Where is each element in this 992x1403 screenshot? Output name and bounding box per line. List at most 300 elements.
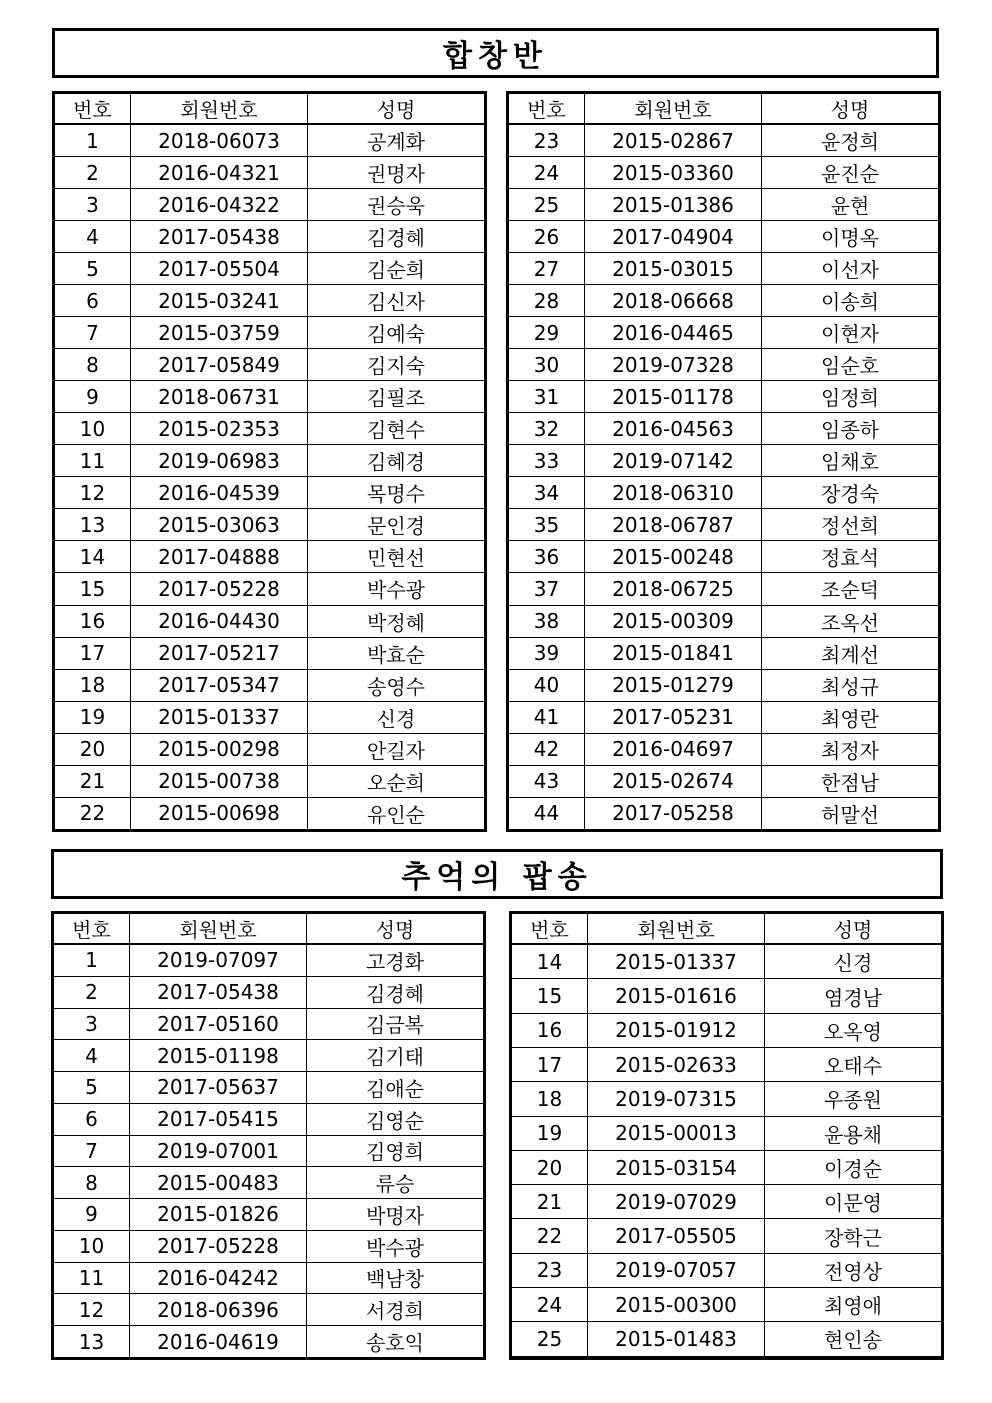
table-row xyxy=(511,1082,943,1116)
cell-member-id: 2015-02867 xyxy=(585,124,762,157)
table-row xyxy=(511,1185,943,1219)
cell-member-id: 2017-05637 xyxy=(130,1072,307,1104)
table-row xyxy=(511,979,943,1013)
table-row xyxy=(53,1230,485,1262)
table-row xyxy=(54,413,486,445)
cell-member-id: 2016-04321 xyxy=(131,157,308,189)
cell-name: 이선자 xyxy=(762,253,940,285)
cell-number: 37 xyxy=(508,573,585,605)
table-row xyxy=(508,221,940,253)
cell-name: 김현수 xyxy=(308,413,486,445)
table-row xyxy=(508,253,940,285)
cell-member-id: 2015-03015 xyxy=(585,253,762,285)
table-row xyxy=(54,669,486,701)
cell-member-id: 2015-03154 xyxy=(588,1150,765,1184)
cell-member-id: 2018-06073 xyxy=(131,124,308,157)
cell-name: 김순희 xyxy=(308,253,486,285)
cell-name: 박수광 xyxy=(307,1230,485,1262)
cell-number: 21 xyxy=(511,1185,588,1219)
cell-name: 임순호 xyxy=(762,349,940,381)
cell-name: 김영희 xyxy=(307,1135,485,1167)
cell-member-id: 2017-05228 xyxy=(130,1230,307,1262)
cell-member-id: 2015-01483 xyxy=(588,1322,765,1356)
cell-member-id: 2016-04322 xyxy=(131,189,308,221)
table-row xyxy=(508,157,940,189)
table-row xyxy=(508,701,940,733)
cell-number: 15 xyxy=(511,979,588,1013)
cell-name: 정효석 xyxy=(762,541,940,573)
cell-name: 조순덕 xyxy=(762,573,940,605)
cell-member-id: 2016-04465 xyxy=(585,317,762,349)
table-header-row xyxy=(53,913,485,945)
header-member-id: 회원번호 xyxy=(585,93,762,125)
table-row xyxy=(511,1288,943,1322)
cell-number: 13 xyxy=(53,1326,130,1359)
cell-name: 박명자 xyxy=(307,1199,485,1231)
cell-member-id: 2015-00483 xyxy=(130,1167,307,1199)
cell-member-id: 2019-07097 xyxy=(130,944,307,976)
cell-name: 임종하 xyxy=(762,413,940,445)
cell-member-id: 2017-05347 xyxy=(131,669,308,701)
cell-member-id xyxy=(588,1356,765,1358)
cell-member-id: 2017-05505 xyxy=(588,1219,765,1253)
cell-member-id: 2015-03241 xyxy=(131,285,308,317)
table-row xyxy=(508,509,940,541)
cell-member-id: 2017-05438 xyxy=(130,976,307,1008)
table-row xyxy=(511,1219,943,1253)
cell-name: 이문영 xyxy=(765,1185,943,1219)
cell-number: 42 xyxy=(508,733,585,765)
cell-member-id: 2015-01616 xyxy=(588,979,765,1013)
cell-member-id: 2015-00300 xyxy=(588,1288,765,1322)
cell-name: 최영란 xyxy=(762,701,940,733)
table-row xyxy=(53,1135,485,1167)
cell-member-id: 2015-01198 xyxy=(130,1040,307,1072)
cell-number: 2 xyxy=(53,976,130,1008)
cell-name: 서경희 xyxy=(307,1294,485,1326)
cell-member-id: 2015-02674 xyxy=(585,765,762,797)
cell-name: 이명옥 xyxy=(762,221,940,253)
cell-number: 18 xyxy=(54,669,131,701)
cell-number: 21 xyxy=(54,765,131,797)
cell-name: 목명수 xyxy=(308,477,486,509)
cell-number: 25 xyxy=(508,189,585,221)
cell-name xyxy=(765,1356,943,1358)
cell-member-id: 2015-03063 xyxy=(131,509,308,541)
cell-member-id: 2019-07315 xyxy=(588,1082,765,1116)
table-row xyxy=(54,605,486,637)
table-row xyxy=(508,445,940,477)
table-row xyxy=(508,477,940,509)
table-row xyxy=(508,765,940,797)
cell-member-id: 2019-07328 xyxy=(585,349,762,381)
cell-name: 전영상 xyxy=(765,1253,943,1287)
table-row xyxy=(511,1116,943,1150)
cell-number: 16 xyxy=(54,605,131,637)
cell-name: 김기태 xyxy=(307,1040,485,1072)
table-row xyxy=(53,1008,485,1040)
cell-name: 현인송 xyxy=(765,1322,943,1356)
cell-member-id: 2017-05231 xyxy=(585,701,762,733)
cell-number: 23 xyxy=(511,1253,588,1287)
table-row xyxy=(54,733,486,765)
table-row xyxy=(54,541,486,573)
cell-member-id: 2016-04430 xyxy=(131,605,308,637)
table-row xyxy=(54,189,486,221)
cell-name: 김금복 xyxy=(307,1008,485,1040)
cell-number: 15 xyxy=(54,573,131,605)
cell-name: 장경숙 xyxy=(762,477,940,509)
table-row xyxy=(53,1167,485,1199)
table-row xyxy=(54,797,486,830)
cell-member-id: 2017-05438 xyxy=(131,221,308,253)
popsong-roster-left-table xyxy=(51,911,486,1360)
cell-name: 최정자 xyxy=(762,733,940,765)
cell-member-id: 2017-04888 xyxy=(131,541,308,573)
table-row xyxy=(511,1013,943,1047)
table-row xyxy=(508,189,940,221)
cell-member-id: 2016-04619 xyxy=(130,1326,307,1359)
cell-number: 43 xyxy=(508,765,585,797)
cell-member-id: 2015-03360 xyxy=(585,157,762,189)
header-name: 성명 xyxy=(765,913,943,945)
table-row xyxy=(508,637,940,669)
cell-number: 31 xyxy=(508,381,585,413)
cell-member-id: 2017-05217 xyxy=(131,637,308,669)
cell-number: 24 xyxy=(508,157,585,189)
table-row xyxy=(53,1103,485,1135)
cell-number: 8 xyxy=(54,349,131,381)
cell-member-id: 2015-01178 xyxy=(585,381,762,413)
cell-number: 39 xyxy=(508,637,585,669)
cell-name: 김지숙 xyxy=(308,349,486,381)
cell-number: 28 xyxy=(508,285,585,317)
table-row xyxy=(511,944,943,979)
table-row xyxy=(508,605,940,637)
cell-number: 7 xyxy=(54,317,131,349)
cell-member-id: 2015-01337 xyxy=(588,944,765,979)
cell-member-id: 2017-05228 xyxy=(131,573,308,605)
cell-number: 36 xyxy=(508,541,585,573)
table-row xyxy=(511,1322,943,1356)
header-member-id: 회원번호 xyxy=(130,913,307,945)
cell-name: 신경 xyxy=(308,701,486,733)
header-number: 번호 xyxy=(508,93,585,125)
cell-name: 김혜경 xyxy=(308,445,486,477)
cell-name: 최성규 xyxy=(762,669,940,701)
cell-member-id: 2015-00013 xyxy=(588,1116,765,1150)
table-row xyxy=(54,317,486,349)
cell-number: 27 xyxy=(508,253,585,285)
table-row xyxy=(54,509,486,541)
table-row xyxy=(53,1262,485,1294)
cell-number: 34 xyxy=(508,477,585,509)
cell-number: 33 xyxy=(508,445,585,477)
cell-number: 20 xyxy=(511,1150,588,1184)
table-row xyxy=(53,1199,485,1231)
cell-member-id: 2019-06983 xyxy=(131,445,308,477)
cell-number: 6 xyxy=(53,1103,130,1135)
cell-number: 18 xyxy=(511,1082,588,1116)
cell-number: 19 xyxy=(511,1116,588,1150)
cell-name: 김영순 xyxy=(307,1103,485,1135)
cell-number: 9 xyxy=(54,381,131,413)
cell-name: 김예숙 xyxy=(308,317,486,349)
cell-number: 38 xyxy=(508,605,585,637)
table-row xyxy=(511,1253,943,1287)
cell-name: 권명자 xyxy=(308,157,486,189)
cell-number: 32 xyxy=(508,413,585,445)
cell-name: 오태수 xyxy=(765,1047,943,1081)
cell-number: 14 xyxy=(54,541,131,573)
table-row xyxy=(508,541,940,573)
header-number: 번호 xyxy=(54,93,131,125)
table-row xyxy=(54,381,486,413)
cell-member-id: 2019-07029 xyxy=(588,1185,765,1219)
cell-number: 11 xyxy=(54,445,131,477)
table-header-row xyxy=(508,93,940,125)
cell-member-id: 2019-07057 xyxy=(588,1253,765,1287)
cell-name: 오옥영 xyxy=(765,1013,943,1047)
cell-name: 류승 xyxy=(307,1167,485,1199)
cell-name: 이송희 xyxy=(762,285,940,317)
cell-name: 윤정희 xyxy=(762,124,940,157)
cell-number: 17 xyxy=(54,637,131,669)
table-row xyxy=(511,1150,943,1184)
table-row xyxy=(54,285,486,317)
table-row xyxy=(508,317,940,349)
section-title-popsong: 추억의 팝송 xyxy=(51,849,943,899)
cell-number: 40 xyxy=(508,669,585,701)
table-row xyxy=(54,477,486,509)
table-row xyxy=(54,349,486,381)
cell-name: 민현선 xyxy=(308,541,486,573)
cell-name: 이현자 xyxy=(762,317,940,349)
cell-member-id: 2015-00309 xyxy=(585,605,762,637)
cell-member-id: 2015-00248 xyxy=(585,541,762,573)
cell-number: 6 xyxy=(54,285,131,317)
cell-member-id: 2019-07142 xyxy=(585,445,762,477)
cell-number: 3 xyxy=(53,1008,130,1040)
table-row xyxy=(54,445,486,477)
cell-name: 장학근 xyxy=(765,1219,943,1253)
cell-member-id: 2018-06787 xyxy=(585,509,762,541)
cell-member-id: 2015-02353 xyxy=(131,413,308,445)
header-number: 번호 xyxy=(511,913,588,945)
table-row xyxy=(508,381,940,413)
cell-name: 윤현 xyxy=(762,189,940,221)
cell-name: 문인경 xyxy=(308,509,486,541)
cell-name: 안길자 xyxy=(308,733,486,765)
cell-number: 35 xyxy=(508,509,585,541)
cell-number: 17 xyxy=(511,1047,588,1081)
choir-roster-left-table xyxy=(52,91,487,832)
table-row xyxy=(54,221,486,253)
cell-number: 1 xyxy=(54,124,131,157)
cell-member-id: 2016-04539 xyxy=(131,477,308,509)
cell-member-id: 2015-01841 xyxy=(585,637,762,669)
popsong-roster-right-table xyxy=(509,911,944,1360)
cell-member-id: 2017-05415 xyxy=(130,1103,307,1135)
cell-name: 박정혜 xyxy=(308,605,486,637)
cell-name: 조옥선 xyxy=(762,605,940,637)
table-row xyxy=(511,1356,943,1358)
cell-name: 유인순 xyxy=(308,797,486,830)
table-row xyxy=(508,669,940,701)
cell-number: 11 xyxy=(53,1262,130,1294)
cell-number: 41 xyxy=(508,701,585,733)
cell-number: 4 xyxy=(53,1040,130,1072)
table-row xyxy=(508,413,940,445)
cell-number: 5 xyxy=(54,253,131,285)
cell-member-id: 2017-05504 xyxy=(131,253,308,285)
cell-member-id: 2015-03759 xyxy=(131,317,308,349)
cell-member-id: 2015-01826 xyxy=(130,1199,307,1231)
table-row xyxy=(53,1072,485,1104)
header-name: 성명 xyxy=(307,913,485,945)
cell-name: 최계선 xyxy=(762,637,940,669)
table-row xyxy=(508,573,940,605)
cell-member-id: 2015-01279 xyxy=(585,669,762,701)
cell-name: 윤진순 xyxy=(762,157,940,189)
cell-member-id: 2018-06396 xyxy=(130,1294,307,1326)
cell-member-id: 2015-00698 xyxy=(131,797,308,830)
cell-name: 최영애 xyxy=(765,1288,943,1322)
header-name: 성명 xyxy=(762,93,940,125)
cell-number: 13 xyxy=(54,509,131,541)
cell-number: 12 xyxy=(53,1294,130,1326)
cell-number: 24 xyxy=(511,1288,588,1322)
cell-member-id: 2018-06310 xyxy=(585,477,762,509)
table-row xyxy=(54,124,486,157)
cell-number: 7 xyxy=(53,1135,130,1167)
cell-number xyxy=(511,1356,588,1358)
cell-name: 백남창 xyxy=(307,1262,485,1294)
cell-number: 19 xyxy=(54,701,131,733)
table-row xyxy=(53,944,485,976)
table-row xyxy=(54,573,486,605)
cell-number: 44 xyxy=(508,797,585,830)
cell-name: 한점남 xyxy=(762,765,940,797)
header-number: 번호 xyxy=(53,913,130,945)
table-row xyxy=(508,124,940,157)
cell-number: 29 xyxy=(508,317,585,349)
table-row xyxy=(53,1294,485,1326)
cell-number: 10 xyxy=(53,1230,130,1262)
cell-name: 김경혜 xyxy=(308,221,486,253)
cell-name: 허말선 xyxy=(762,797,940,830)
table-row xyxy=(508,797,940,830)
cell-number: 22 xyxy=(54,797,131,830)
cell-number: 8 xyxy=(53,1167,130,1199)
table-row xyxy=(54,253,486,285)
cell-name: 이경순 xyxy=(765,1150,943,1184)
cell-name: 고경화 xyxy=(307,944,485,976)
header-member-id: 회원번호 xyxy=(131,93,308,125)
cell-number: 2 xyxy=(54,157,131,189)
cell-name: 염경남 xyxy=(765,979,943,1013)
cell-number: 10 xyxy=(54,413,131,445)
cell-name: 박수광 xyxy=(308,573,486,605)
cell-name: 오순희 xyxy=(308,765,486,797)
cell-member-id: 2015-02633 xyxy=(588,1047,765,1081)
cell-number: 16 xyxy=(511,1013,588,1047)
cell-member-id: 2017-05849 xyxy=(131,349,308,381)
cell-name: 임채호 xyxy=(762,445,940,477)
table-row xyxy=(508,349,940,381)
cell-member-id: 2015-01386 xyxy=(585,189,762,221)
choir-roster-right-table xyxy=(506,91,941,832)
section-title-choir: 합창반 xyxy=(52,28,939,78)
cell-number: 3 xyxy=(54,189,131,221)
table-row xyxy=(54,637,486,669)
cell-name: 김신자 xyxy=(308,285,486,317)
cell-number: 4 xyxy=(54,221,131,253)
cell-member-id: 2015-01337 xyxy=(131,701,308,733)
cell-name: 윤용채 xyxy=(765,1116,943,1150)
cell-member-id: 2018-06731 xyxy=(131,381,308,413)
cell-name: 정선희 xyxy=(762,509,940,541)
table-header-row xyxy=(54,93,486,125)
header-name: 성명 xyxy=(308,93,486,125)
cell-number: 14 xyxy=(511,944,588,979)
table-row xyxy=(508,733,940,765)
cell-name: 신경 xyxy=(765,944,943,979)
cell-member-id: 2019-07001 xyxy=(130,1135,307,1167)
cell-member-id: 2017-05258 xyxy=(585,797,762,830)
cell-name: 김경혜 xyxy=(307,976,485,1008)
cell-name: 김애순 xyxy=(307,1072,485,1104)
cell-name: 송영수 xyxy=(308,669,486,701)
table-row xyxy=(53,1326,485,1359)
cell-number: 1 xyxy=(53,944,130,976)
cell-name: 권승욱 xyxy=(308,189,486,221)
header-member-id: 회원번호 xyxy=(588,913,765,945)
cell-name: 송호익 xyxy=(307,1326,485,1359)
table-row xyxy=(54,157,486,189)
cell-number: 12 xyxy=(54,477,131,509)
cell-member-id: 2015-00738 xyxy=(131,765,308,797)
cell-name: 김필조 xyxy=(308,381,486,413)
cell-member-id: 2017-05160 xyxy=(130,1008,307,1040)
table-row xyxy=(53,1040,485,1072)
cell-member-id: 2018-06725 xyxy=(585,573,762,605)
cell-number: 25 xyxy=(511,1322,588,1356)
cell-name: 임정희 xyxy=(762,381,940,413)
cell-number: 9 xyxy=(53,1199,130,1231)
cell-number: 5 xyxy=(53,1072,130,1104)
cell-member-id: 2015-01912 xyxy=(588,1013,765,1047)
cell-name: 박효순 xyxy=(308,637,486,669)
table-row xyxy=(53,976,485,1008)
cell-member-id: 2016-04697 xyxy=(585,733,762,765)
cell-name: 우종원 xyxy=(765,1082,943,1116)
cell-number: 22 xyxy=(511,1219,588,1253)
cell-member-id: 2018-06668 xyxy=(585,285,762,317)
cell-member-id: 2016-04563 xyxy=(585,413,762,445)
table-row xyxy=(54,765,486,797)
cell-member-id: 2015-00298 xyxy=(131,733,308,765)
cell-number: 26 xyxy=(508,221,585,253)
cell-number: 20 xyxy=(54,733,131,765)
table-row xyxy=(508,285,940,317)
cell-number: 23 xyxy=(508,124,585,157)
cell-number: 30 xyxy=(508,349,585,381)
table-row xyxy=(511,1047,943,1081)
table-header-row xyxy=(511,913,943,945)
cell-member-id: 2016-04242 xyxy=(130,1262,307,1294)
cell-member-id: 2017-04904 xyxy=(585,221,762,253)
